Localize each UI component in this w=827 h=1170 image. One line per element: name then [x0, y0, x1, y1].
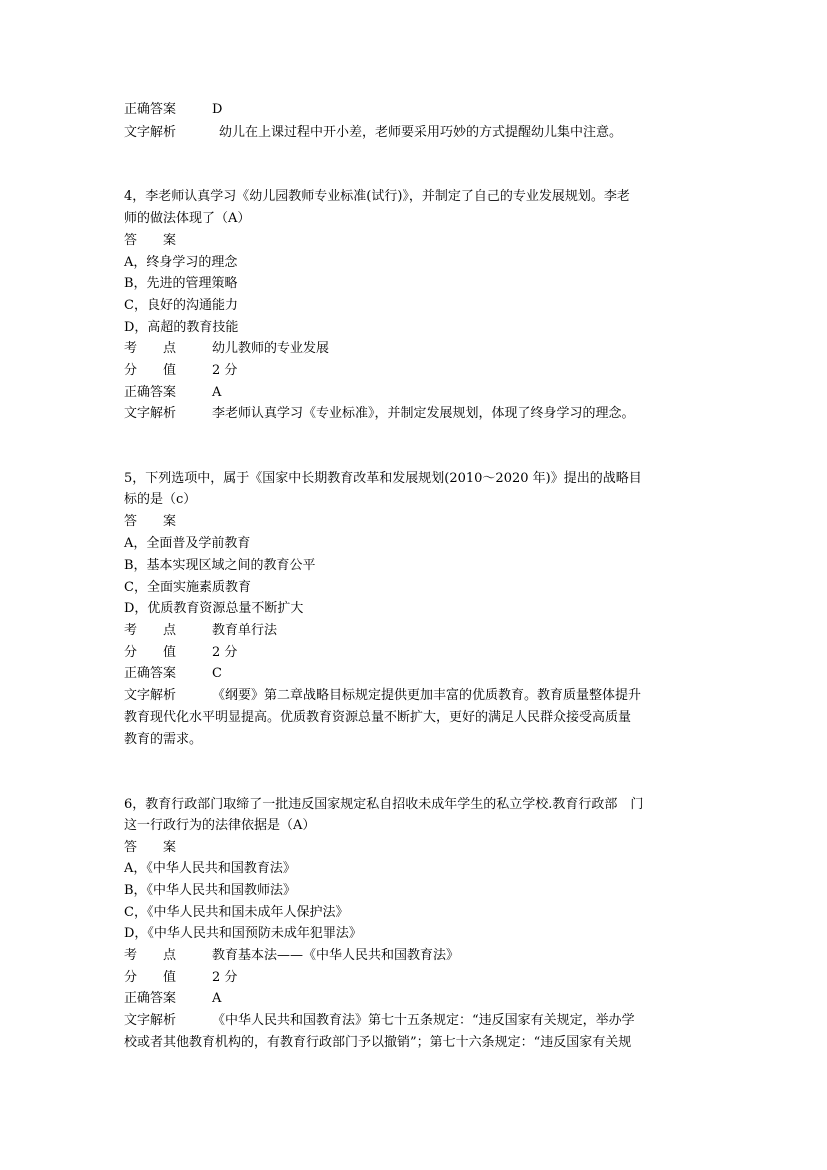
- score-value: 2 分: [212, 645, 238, 660]
- correct-label: 正确答案: [124, 666, 177, 681]
- q4-score-row: [124, 362, 237, 380]
- q4-option-a: A，终身学习的理念: [124, 255, 238, 270]
- point-label: 考 点: [124, 623, 177, 638]
- q6-point-row: [124, 947, 459, 965]
- q6-option-a: A，《中华人民共和国教育法》: [124, 861, 296, 876]
- point-label: 考 点: [124, 948, 177, 963]
- top-analysis-row: [124, 124, 622, 142]
- q4-question-line-1: 4，李老师认真学习《幼儿园教师专业标准(试行)》，并制定了自己的专业发展规划。李老: [124, 189, 630, 204]
- q5-option-c: C，全面实施素质教育: [124, 580, 251, 595]
- analysis-text: 幼儿在上课过程中开小差，老师要采用巧妙的方式提醒幼儿集中注意。: [219, 125, 623, 140]
- q6-correct-row: [124, 990, 221, 1008]
- q6-analysis-row: [124, 1012, 635, 1030]
- q6-question-line-2: 这一行政行为的法律依据是（A）: [124, 818, 316, 833]
- q5-analysis-line-3: 教育的需求。: [124, 732, 203, 747]
- q5-option-a: A，全面普及学前教育: [124, 536, 251, 551]
- q5-analysis-row: [124, 687, 641, 705]
- analysis-label: 文字解析: [124, 688, 177, 703]
- q6-analysis-line-2: 校或者其他教育机构的，有教育行政部门予以撤销”；第七十六条规定：“违反国家有关规: [124, 1035, 632, 1050]
- score-label: 分 值: [124, 970, 177, 985]
- analysis-text: 《纲要》第二章战略目标规定提供更加丰富的优质教育。教育质量整体提升: [212, 688, 642, 703]
- correct-value: A: [212, 991, 222, 1006]
- q5-question-line-2: 标的是（c）: [124, 492, 197, 507]
- q6-option-b: B，《中华人民共和国教师法》: [124, 883, 297, 898]
- correct-value: C: [212, 666, 222, 681]
- q5-question-line-1: 5，下列选项中，属于《国家中长期教育改革和发展规划(2010～2020 年)》提出的战略目: [124, 471, 642, 486]
- score-label: 分 值: [124, 363, 177, 378]
- point-label: 考 点: [124, 341, 177, 356]
- q6-option-d: D，《中华人民共和国预防未成年犯罪法》: [124, 926, 362, 941]
- analysis-text: 《中华人民共和国教育法》第七十五条规定：“违反国家有关规定，举办学: [212, 1013, 635, 1028]
- q6-question-line-1: 6，教育行政部门取缔了一批违反国家规定私自招收未成年学生的私立学校.教育行政部 门: [124, 797, 644, 812]
- q5-option-b: B，基本实现区域之间的教育公平: [124, 558, 316, 573]
- q4-answer-heading: 答 案: [124, 233, 177, 248]
- analysis-label: 文字解析: [124, 406, 177, 421]
- q5-answer-heading: 答 案: [124, 514, 177, 529]
- q5-analysis-line-2: 教育现代化水平明显提高。优质教育资源总量不断扩大，更好的满足人民群众接受高质量: [124, 710, 632, 725]
- q6-score-row: [124, 969, 237, 987]
- top-answer-row: [124, 101, 222, 119]
- analysis-text: 李老师认真学习《专业标准》，并制定发展规划，体现了终身学习的理念。: [212, 406, 635, 421]
- q5-option-d: D，优质教育资源总量不断扩大: [124, 601, 304, 616]
- q4-option-b: B，先进的管理策略: [124, 276, 238, 291]
- q5-correct-row: [124, 665, 222, 683]
- q4-question-line-2: 师的做法体现了（A）: [124, 211, 251, 226]
- correct-label: 正确答案: [124, 385, 177, 400]
- point-value: 幼儿教师的专业发展: [212, 341, 330, 356]
- score-value: 2 分: [212, 363, 238, 378]
- q4-point-row: [124, 340, 329, 358]
- q5-score-row: [124, 644, 237, 662]
- analysis-label: 文字解析: [124, 125, 177, 140]
- q5-point-row: [124, 622, 277, 640]
- answer-label: 正确答案: [124, 102, 177, 117]
- answer-value: D: [212, 102, 223, 117]
- point-value: 教育基本法——《中华人民共和国教育法》: [212, 948, 460, 963]
- q4-correct-row: [124, 384, 221, 402]
- correct-value: A: [212, 385, 222, 400]
- score-value: 2 分: [212, 970, 238, 985]
- correct-label: 正确答案: [124, 991, 177, 1006]
- q4-option-c: C，良好的沟通能力: [124, 298, 238, 313]
- score-label: 分 值: [124, 645, 177, 660]
- q6-answer-heading: 答 案: [124, 840, 177, 855]
- q6-option-c: C，《中华人民共和国未成年人保护法》: [124, 905, 349, 920]
- analysis-label: 文字解析: [124, 1013, 177, 1028]
- point-value: 教育单行法: [212, 623, 278, 638]
- q4-option-d: D，高超的教育技能: [124, 320, 239, 335]
- q4-analysis-row: [124, 405, 635, 423]
